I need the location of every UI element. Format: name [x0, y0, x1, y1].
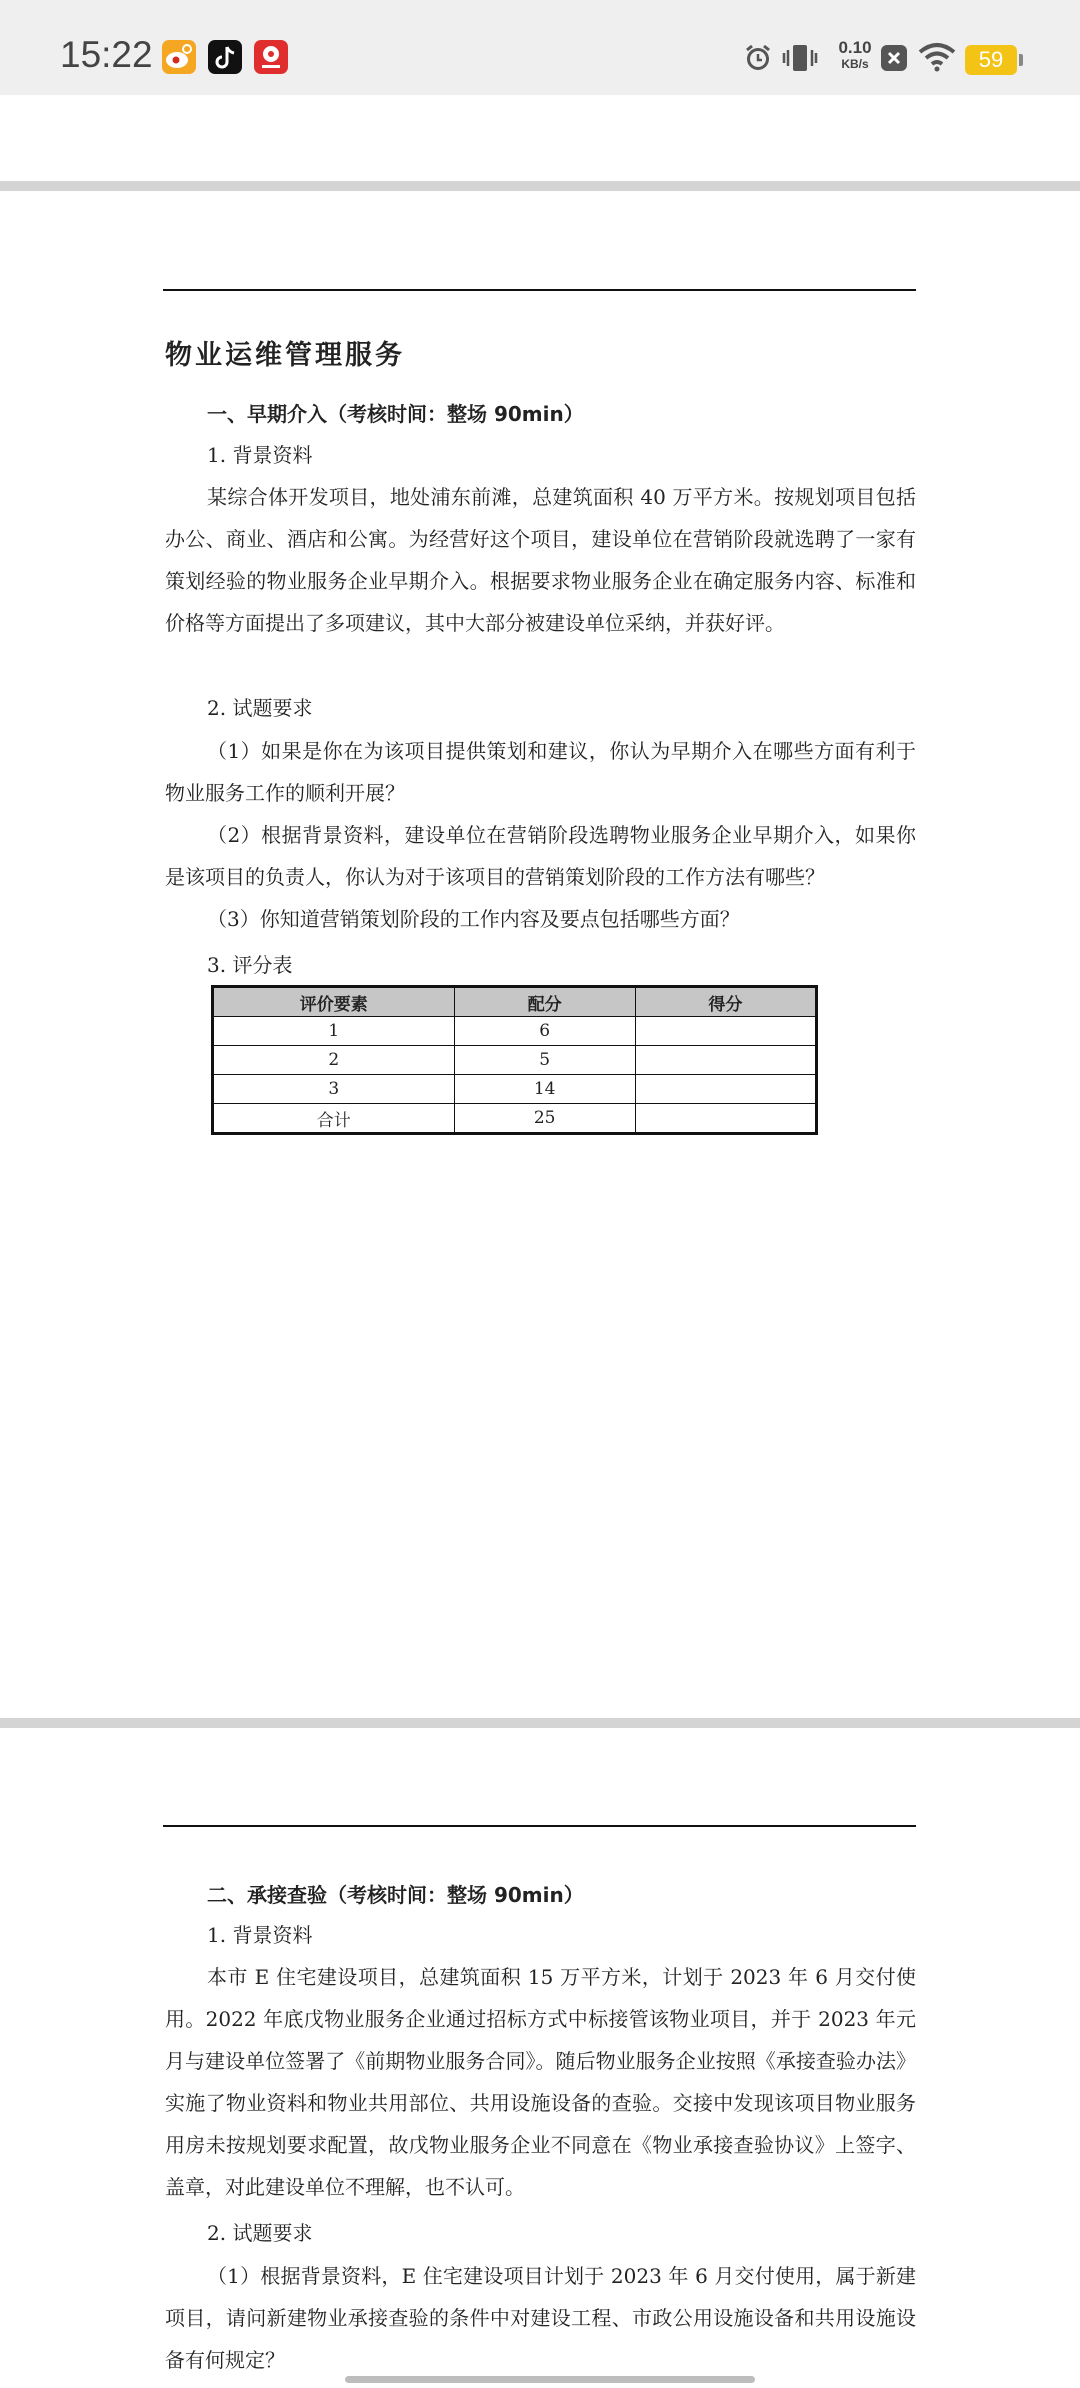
table-cell	[635, 1104, 816, 1134]
table-row	[213, 1104, 817, 1134]
table-cell: 5	[454, 1046, 635, 1075]
weibo-icon	[162, 40, 196, 74]
vibrate-icon	[782, 42, 818, 74]
table-header: 得分	[635, 987, 816, 1017]
table-cell: 3	[213, 1075, 455, 1104]
question-2: （2）根据背景资料，建设单位在营销阶段选聘物业服务企业早期介入，如果你是该项目的负责人，你认为对于该项目的营销策划阶段的工作方法有哪些？	[165, 823, 916, 889]
background-text: 某综合体开发项目，地处浦东前滩，总建筑面积 40 万平方米。按规划项目包括办公、商业、酒店和公寓。为经营好这个项目，建设单位在营销阶段就选聘了一家有策划经验的物业服务企业早期介入。根据要求物业服务企业在确定服务内容、标准和价格等方面提出了多项建议，其中大部分被建设单位采纳，并获好评。	[165, 485, 916, 635]
table-cell: 合计	[213, 1104, 455, 1134]
requirements-label: 2. 试题要求	[207, 2221, 313, 2245]
alarm-icon	[742, 42, 774, 74]
table-header-row	[213, 987, 817, 1017]
background-label: 1. 背景资料	[207, 443, 313, 467]
section-heading: 二、承接查验（考核时间：整场 90min）	[207, 1883, 584, 1907]
table-cell: 1	[213, 1017, 455, 1046]
score-table	[211, 985, 818, 1135]
table-cell	[635, 1046, 816, 1075]
question-3: （3）你知道营销策划阶段的工作内容及要点包括哪些方面？	[207, 907, 740, 931]
app-icon	[254, 40, 288, 74]
table-cell: 2	[213, 1046, 455, 1075]
background-label: 1. 背景资料	[207, 1923, 313, 1947]
table-row	[213, 1075, 817, 1104]
battery-icon: 59	[965, 45, 1017, 75]
network-speed: 0.10 KB/s	[838, 38, 872, 71]
table-row	[213, 1046, 817, 1075]
page-separator	[0, 1718, 1080, 1728]
section-heading: 一、早期介入（考核时间：整场 90min）	[207, 402, 584, 426]
question-1: （1）如果是你在为该项目提供策划和建议，你认为早期介入在哪些方面有利于物业服务工作的顺利开展？	[165, 739, 916, 805]
status-bar	[0, 0, 1080, 95]
score-label: 3. 评分表	[207, 953, 293, 977]
wifi-icon	[918, 42, 956, 72]
home-indicator[interactable]	[345, 2376, 755, 2383]
close-badge-icon	[880, 44, 908, 72]
background-text: 本市 E 住宅建设项目，总建筑面积 15 万平方米，计划于 2023 年 6 月交付使用。2022 年底戊物业服务企业通过招标方式中标接管该物业项目，并于 2023 年元月与建设单位签署了《前期物业服务合同》。随后物业服务企业按照《承接查验办法》实施了物业资料和物业共用部位、共用设施设备的查验。交接中发现该项目物业服务用房未按规划要求配置，故戊物业服务企业不同意在《物业承接查验协议》上签字、盖章，对此建设单位不理解，也不认可。	[165, 1965, 916, 2199]
page-title: 物业运维管理服务	[165, 340, 405, 371]
table-cell	[635, 1075, 816, 1104]
question-1: （1）根据背景资料，E 住宅建设项目计划于 2023 年 6 月交付使用，属于新建项目，请问新建物业承接查验的条件中对建设工程、市政公用设施设备和共用设施设备有何规定？	[165, 2264, 916, 2372]
page-separator	[0, 181, 1080, 191]
table-header: 评价要素	[213, 987, 455, 1017]
table-row	[213, 1017, 817, 1046]
tiktok-icon	[208, 40, 242, 74]
table-cell	[635, 1017, 816, 1046]
requirements-label: 2. 试题要求	[207, 696, 313, 720]
status-time: 15:22	[60, 34, 153, 75]
table-cell: 6	[454, 1017, 635, 1046]
header-rule	[163, 1825, 916, 1827]
table-cell: 14	[454, 1075, 635, 1104]
header-rule	[163, 289, 916, 291]
table-cell: 25	[454, 1104, 635, 1134]
table-header: 配分	[454, 987, 635, 1017]
